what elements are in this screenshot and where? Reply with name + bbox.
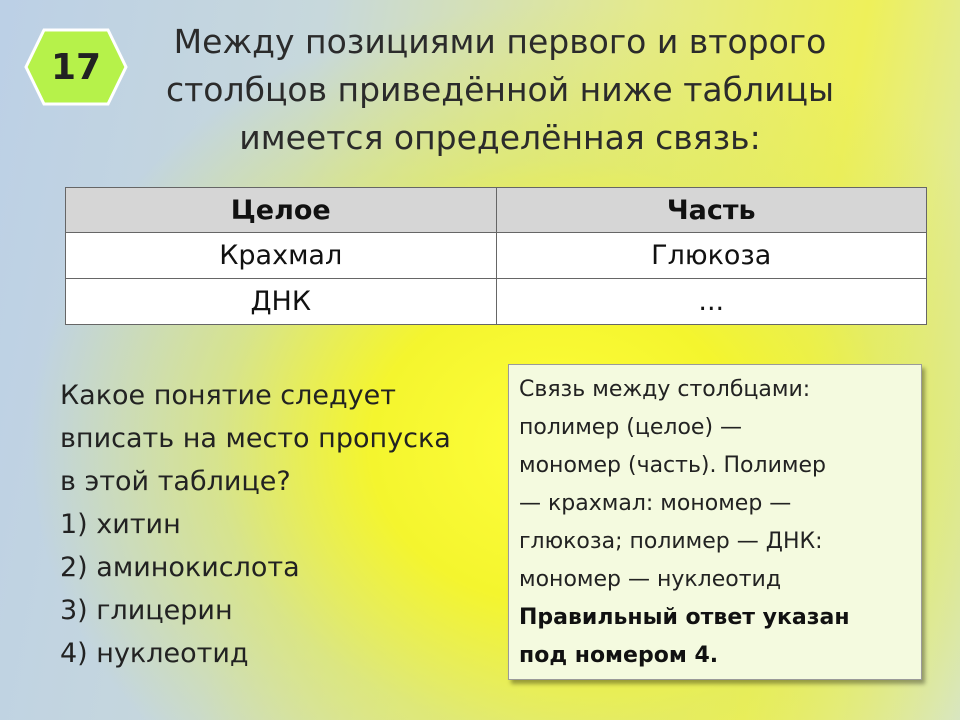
explanation-line: мономер (часть). Полимер <box>519 453 826 478</box>
correct-answer-line: Правильный ответ указан <box>519 605 850 630</box>
table-header-row <box>66 188 927 233</box>
title-line: столбцов приведённой ниже таблицы <box>165 70 835 109</box>
question-number: 17 <box>50 46 102 88</box>
explanation-line: глюкоза; полимер — ДНК: <box>519 529 823 554</box>
table-cell: ДНК <box>66 279 497 325</box>
answer-option: 4) нуклеотид <box>60 638 249 669</box>
answer-option: 3) глицерин <box>60 595 233 626</box>
whole-part-table <box>65 187 927 325</box>
answer-option: 2) аминокислота <box>60 552 300 583</box>
explanation-line: полимер (целое) — <box>519 415 743 440</box>
table-cell-blank: ... <box>496 279 927 325</box>
table-cell: Крахмал <box>66 233 497 279</box>
explanation-line: — крахмал: мономер — <box>519 491 792 516</box>
answer-option: 1) хитин <box>60 509 181 540</box>
explanation-line: Связь между столбцами: <box>519 377 811 402</box>
title-line: Между позициями первого и второго <box>173 22 827 61</box>
table-row <box>66 279 927 325</box>
column-header-whole: Целое <box>66 188 497 233</box>
title-line: имеется определённая связь: <box>239 118 761 157</box>
question-text-line: в этой таблице? <box>60 466 291 497</box>
question-text-line: вписать на место пропуска <box>60 423 451 454</box>
question-text-line: Какое понятие следует <box>60 380 396 411</box>
explanation-box <box>508 364 922 680</box>
question-block <box>60 374 500 675</box>
explanation-line: мономер — нуклеотид <box>519 567 782 592</box>
question-number-badge <box>24 28 128 106</box>
table-cell: Глюкоза <box>496 233 927 279</box>
page-title <box>160 18 840 162</box>
column-header-part: Часть <box>496 188 927 233</box>
table-row <box>66 233 927 279</box>
correct-answer-line: под номером 4. <box>519 643 719 668</box>
